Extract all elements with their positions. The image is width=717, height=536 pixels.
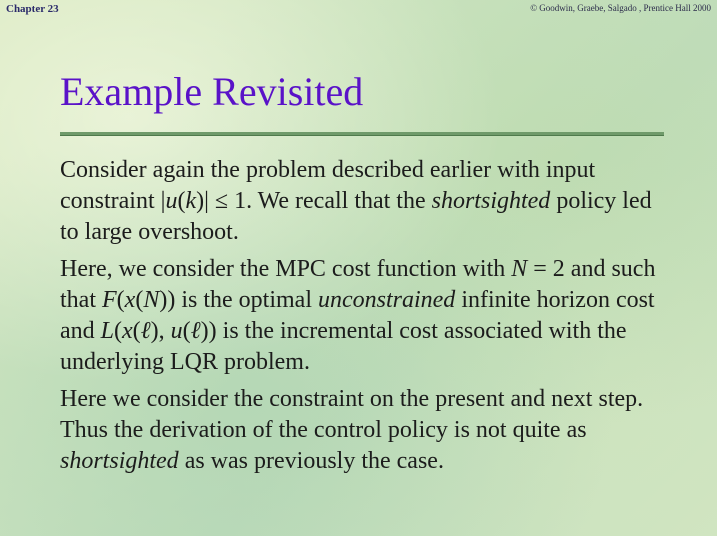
p1-text-d: policy led to large overshoot. [60, 188, 652, 245]
p1-text-c: )| ≤ 1. We recall that the [196, 188, 432, 214]
p2-var-ell2: ℓ [190, 318, 201, 344]
p2-var-L: L [100, 318, 115, 344]
paragraph-1 [60, 155, 675, 248]
p2-text-a: Here, we consider the MPC cost function with [60, 256, 512, 282]
p2-text-j: ( [182, 318, 191, 344]
p2-var-x: x [124, 287, 136, 313]
paragraph-2 [60, 254, 675, 378]
p2-var-u: u [170, 318, 183, 344]
slide-body [60, 155, 675, 483]
p3-text-b: as was previously the case. [178, 448, 444, 474]
p2-text-f: infinite horizon cost and [60, 287, 655, 344]
title-divider [60, 132, 664, 136]
p2-text-e: )) is the optimal [159, 287, 318, 313]
chapter-label: Chapter 23 [6, 3, 59, 15]
p3-shortsighted: shortsighted [60, 448, 179, 474]
p2-var-N: N [511, 256, 528, 282]
slide-title: Example Revisited [60, 69, 364, 114]
p1-text-a: Consider again the problem described earlier with input constraint | [60, 157, 596, 214]
p3-text-a: Here we consider the constraint on the present and next step. Thus the derivation of the control policy is not quite as [60, 386, 644, 443]
p2-var-x2: x [122, 318, 133, 344]
p2-text-i: ), [150, 318, 171, 344]
p2-var-N2: N [143, 287, 160, 313]
p2-unconstrained: unconstrained [317, 287, 456, 313]
p1-var-u: u [165, 188, 178, 214]
p2-text-c: ( [116, 287, 125, 313]
p1-var-k: k [185, 188, 197, 214]
p2-text-g: ( [114, 318, 123, 344]
paragraph-3 [60, 384, 675, 477]
p2-text-h: ( [132, 318, 141, 344]
p1-text-b: ( [177, 188, 186, 214]
p2-var-F: F [102, 287, 117, 313]
p2-text-b: = 2 and such that [60, 256, 656, 313]
p2-var-ell1: ℓ [140, 318, 151, 344]
p2-text-k: )) is the incremental cost associated with the underlying LQR problem. [60, 318, 627, 375]
p2-text-d: ( [135, 287, 144, 313]
p1-shortsighted: shortsighted [431, 188, 551, 214]
copyright-notice: © Goodwin, Graebe, Salgado , Prentice Hall 2000 [530, 3, 711, 13]
